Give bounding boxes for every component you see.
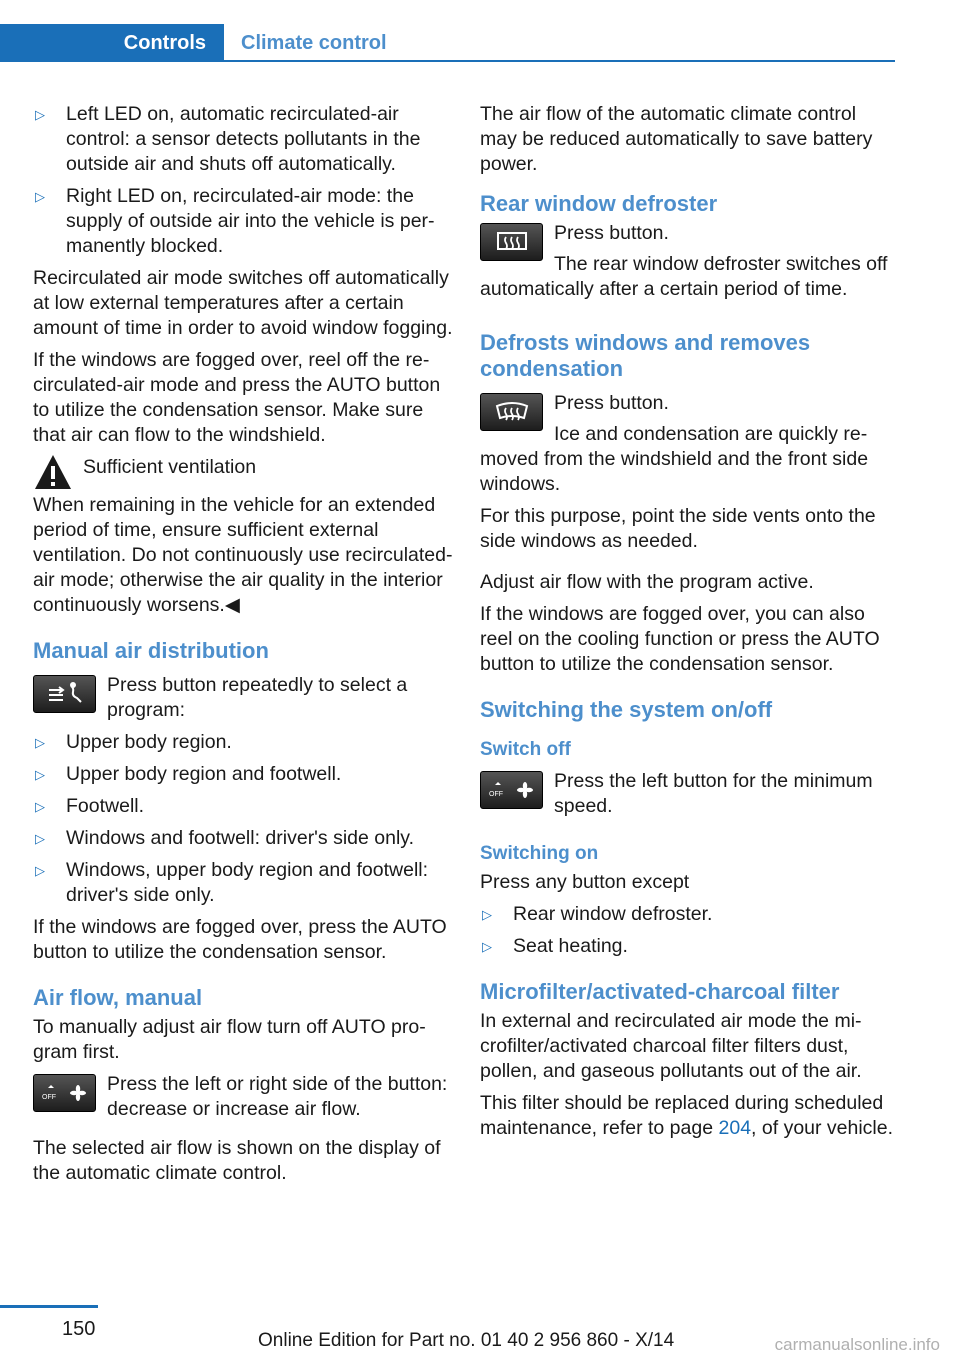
list-item: ▷ Windows, upper body region and footwell: driver's side only.: [35, 859, 429, 906]
rear-window-defrost-icon: [494, 229, 530, 255]
paragraph: The rear window defroster switches off automatically after a certain period of time.: [480, 253, 888, 300]
paragraph: If the windows are fogged over, press the AUTO button to utilize the condensation sensor.: [33, 916, 447, 963]
svg-text:OFF: OFF: [488, 791, 503, 798]
paragraph: If the windows are fogged over, reel off the recirculated-air mode and press the AUTO button to utilize the condensation sensor. Make sure that air can flow to the windshield.: [33, 349, 441, 446]
rear-defroster-row: [480, 221, 898, 261]
list-item: ▷ Footwell.: [35, 795, 145, 817]
warning-note: [33, 455, 453, 495]
triangle-bullet-icon: ▷: [35, 735, 45, 750]
list-item: ▷ Windows and footwell: driver's side only.: [35, 827, 415, 849]
paragraph: Ice and condensation are quickly removed from the windshield and the front side windows.: [480, 423, 869, 495]
right-column: [480, 102, 898, 1148]
rear-defroster-press: Press button.: [554, 222, 669, 244]
paragraph: Adjust air flow with the program active.: [480, 571, 814, 593]
air-flow-button-text: Press the left or right side of the button: decrease or increase air flow.: [107, 1073, 448, 1120]
rear-defroster-button[interactable]: [480, 223, 543, 261]
switch-off-row: [480, 769, 898, 819]
list-item: ▷ Seat heating.: [482, 935, 628, 957]
air-distribution-row: [33, 673, 453, 723]
page-link[interactable]: 204: [718, 1117, 752, 1139]
switch-off-button[interactable]: [480, 771, 543, 809]
paragraph: This filter should be replaced during scheduled maintenance, refer to page 204, of your vehicle.: [480, 1092, 894, 1139]
triangle-bullet-icon: ▷: [482, 939, 492, 954]
air-flow-button[interactable]: [33, 1074, 96, 1112]
list-item: ▷ Upper body region and footwell.: [35, 763, 342, 785]
fan-off-icon: [487, 779, 537, 801]
defrost-press: Press button.: [554, 392, 669, 414]
chapter-tab[interactable]: Climate control: [241, 31, 387, 54]
heading-switching-system: Switching the system on/off: [480, 697, 773, 722]
page-number: 150: [62, 1318, 96, 1340]
defrost-row: [480, 391, 898, 431]
heading-air-flow-manual: Air flow, manual: [33, 985, 203, 1010]
heading-rear-window-defroster: Rear window defroster: [480, 191, 718, 216]
svg-text:OFF: OFF: [41, 1094, 56, 1101]
heading-switch-off: Switch off: [480, 739, 571, 760]
triangle-bullet-icon: ▷: [35, 767, 45, 782]
switch-off-text: Press the left button for the minimum speed.: [554, 770, 873, 817]
heading-switching-on: Switching on: [480, 843, 599, 864]
heading-defrost-windows: Defrosts windows and removes condensation: [480, 330, 811, 381]
list-item: ▷ Left LED on, automatic recirculated-air control: a sensor detects pollutants in the outside air and shuts off automatically.: [35, 103, 421, 175]
triangle-bullet-icon: ▷: [35, 107, 45, 122]
triangle-bullet-icon: ▷: [35, 831, 45, 846]
triangle-bullet-icon: ▷: [35, 189, 45, 204]
paragraph: Recirculated air mode switches off automatically at low external temperatures after a certain amount of time in order to avoid window fogging.: [33, 267, 453, 339]
warning-title: Sufficient ventilation: [83, 456, 257, 478]
page-header: [0, 24, 895, 62]
defrost-button[interactable]: [480, 393, 543, 431]
fan-off-icon: [40, 1082, 90, 1104]
triangle-bullet-icon: ▷: [35, 863, 45, 878]
footer-rule: [0, 1305, 98, 1308]
list-item: ▷ Rear window defroster.: [482, 903, 713, 925]
warning-icon: [33, 453, 73, 491]
windshield-defrost-icon: [494, 399, 530, 425]
heading-microfilter: Microfilter/activated-charcoal filter: [480, 979, 840, 1004]
paragraph: If the windows are fogged over, you can also reel on the cooling function or press the AUTO button to utilize the condensation sensor.: [480, 603, 880, 675]
left-column: [33, 102, 453, 1193]
paragraph: To manually adjust air flow turn off AUTO program first.: [33, 1016, 426, 1063]
paragraph: The air flow of the automatic climate control may be reduced automatically to save battery power.: [480, 103, 873, 175]
header-rule: [224, 60, 895, 62]
air-distribution-button[interactable]: [33, 675, 96, 713]
air-distribution-icon: [45, 682, 85, 706]
heading-manual-air-distribution: Manual air distribution: [33, 638, 269, 663]
paragraph: Press any button except: [480, 871, 690, 893]
list-item: ▷ Upper body region.: [35, 731, 232, 753]
triangle-bullet-icon: ▷: [35, 799, 45, 814]
air-flow-row: [33, 1072, 453, 1122]
air-distribution-text: Press button repeatedly to select a program:: [107, 674, 408, 721]
list-item: ▷ Right LED on, recirculated-air mode: the supply of outside air into the vehicle is permanently blocked.: [35, 185, 435, 257]
edition-note: Online Edition for Part no. 01 40 2 956 860 - X/14: [258, 1330, 675, 1351]
watermark: carmanualsonline.info: [774, 1335, 940, 1354]
paragraph: In external and recirculated air mode the microfilter/activated charcoal filter filters dust, pollen, and gaseous pollutants out of the air.: [480, 1010, 862, 1082]
paragraph: For this purpose, point the side vents onto the side windows as needed.: [480, 505, 876, 552]
section-tab[interactable]: Controls: [0, 24, 224, 62]
triangle-bullet-icon: ▷: [482, 907, 492, 922]
warning-text: When remaining in the vehicle for an extended period of time, ensure sufficient external ventilation. Do not continuously use recirculated-air mode; otherwise the air quality in the interior continuously worsens.◀: [33, 494, 453, 616]
paragraph: The selected air flow is shown on the display of the automatic climate control.: [33, 1137, 441, 1184]
